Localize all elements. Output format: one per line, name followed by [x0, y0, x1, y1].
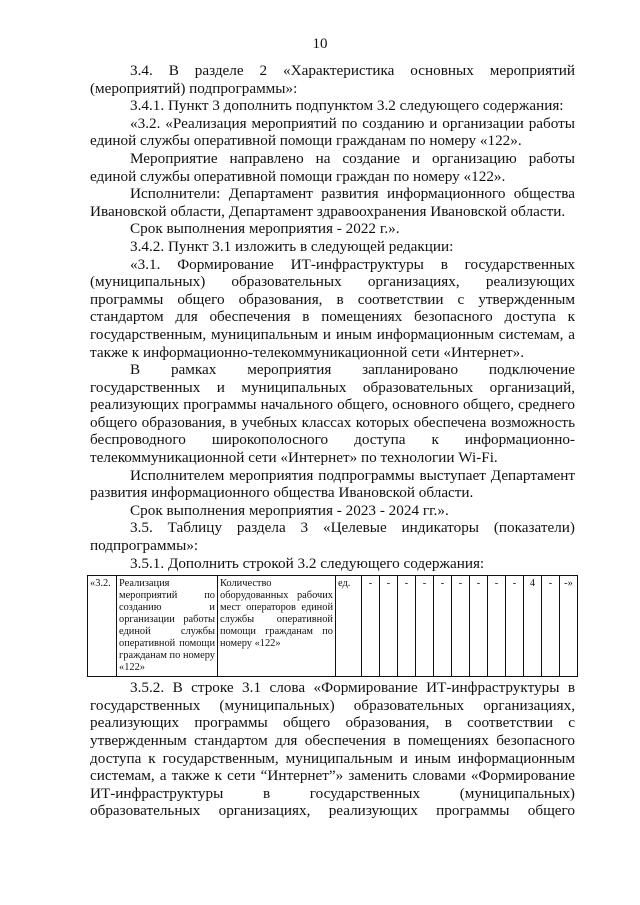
paragraph: Срок выполнения мероприятия - 2023 - 2024 гг.».	[130, 501, 449, 519]
document-body	[90, 62, 575, 820]
indicator-table	[87, 575, 578, 677]
page-number: 10	[312, 36, 328, 52]
paragraph: 3.4.1. Пункт 3 дополнить подпунктом 3.2 следующего содержания:	[130, 97, 564, 115]
table-row	[88, 576, 578, 677]
paragraph: Исполнителем мероприятия подпрограммы выступает Департамент развития информационного общества Ивановской области.	[90, 466, 575, 502]
paragraph: 3.4.2. Пункт 3.1 изложить в следующей редакции:	[130, 237, 454, 255]
paragraph: Мероприятие направлено на создание и организацию работы единой службы оперативной помощи граждан по номеру «122».	[90, 149, 575, 185]
value-cell: -	[488, 576, 506, 677]
value-cell: -	[380, 576, 398, 677]
value-cell: -	[452, 576, 470, 677]
indicator-name-cell: Количество оборудованных рабочих мест операторов единой службы оперативной помощи гражданам по номеру «122»	[218, 576, 336, 677]
value-cell: -	[506, 576, 524, 677]
paragraph: В рамках мероприятия запланировано подключение государственных и муниципальных образовательных организаций, реализующих программы начального общего, основного общего, среднего общего образования, в учебных классах которых обеспечена возможность беспроводного широкополосного доступа к информационно-телекоммуникационной сети «Интернет» по технологии Wi-Fi.	[90, 361, 575, 467]
value-cell: -»	[560, 576, 578, 677]
paragraph: 3.5.1. Дополнить строкой 3.2 следующего содержания:	[130, 554, 485, 572]
value-cell: 4	[524, 576, 542, 677]
row-number-cell: «3.2.	[88, 576, 117, 677]
value-cell: -	[362, 576, 380, 677]
value-cell: -	[416, 576, 434, 677]
paragraph: Исполнители: Департамент развития информационного общества Ивановской области, Департамент здравоохранения Ивановской области.	[90, 185, 575, 220]
paragraph: Срок выполнения мероприятия - 2022 г.».	[130, 220, 400, 238]
value-cell: -	[434, 576, 452, 677]
event-name-cell: Реализация мероприятий по созданию и организации работы единой службы оперативной помощи гражданам по номеру «122»	[117, 576, 218, 677]
value-cell: -	[542, 576, 560, 677]
value-cell: -	[398, 576, 416, 677]
paragraph: «3.2. «Реализация мероприятий по созданию и организации работы единой службы оперативной помощи гражданам по номеру «122».	[90, 114, 575, 150]
paragraph: 3.5.2. В строке 3.1 слова «Формирование ИТ-инфраструктуры в государственных (муниципальных) образовательных организациях, реализующих программы общего образования, в соответствии с утвержденным стандартом для обеспечения в помещениях безопасного доступа к государственным, муниципальным и иным информационным системам, а также к сети “Интернет”» заменить словами «Формирование ИТ-инфраструктуры в государственных (муниципальных) образовательных организациях, реализующих программы общего	[90, 679, 575, 820]
paragraph: «3.1. Формирование ИТ-инфраструктуры в государственных (муниципальных) образовательных организациях, реализующих программы общего образования, в соответствии с утвержденным стандартом для обеспечения в помещениях безопасного доступа к государственным, муниципальным и иным информационным системам, а также к информационно-телекоммуникационной сети «Интернет».	[90, 255, 575, 361]
paragraph: 3.4. В разделе 2 «Характеристика основных мероприятий (мероприятий) подпрограммы»:	[90, 62, 575, 97]
paragraph: 3.5. Таблицу раздела 3 «Целевые индикаторы (показатели) подпрограммы»:	[90, 519, 575, 555]
unit-cell: ед.	[336, 576, 362, 677]
value-cell: -	[470, 576, 488, 677]
